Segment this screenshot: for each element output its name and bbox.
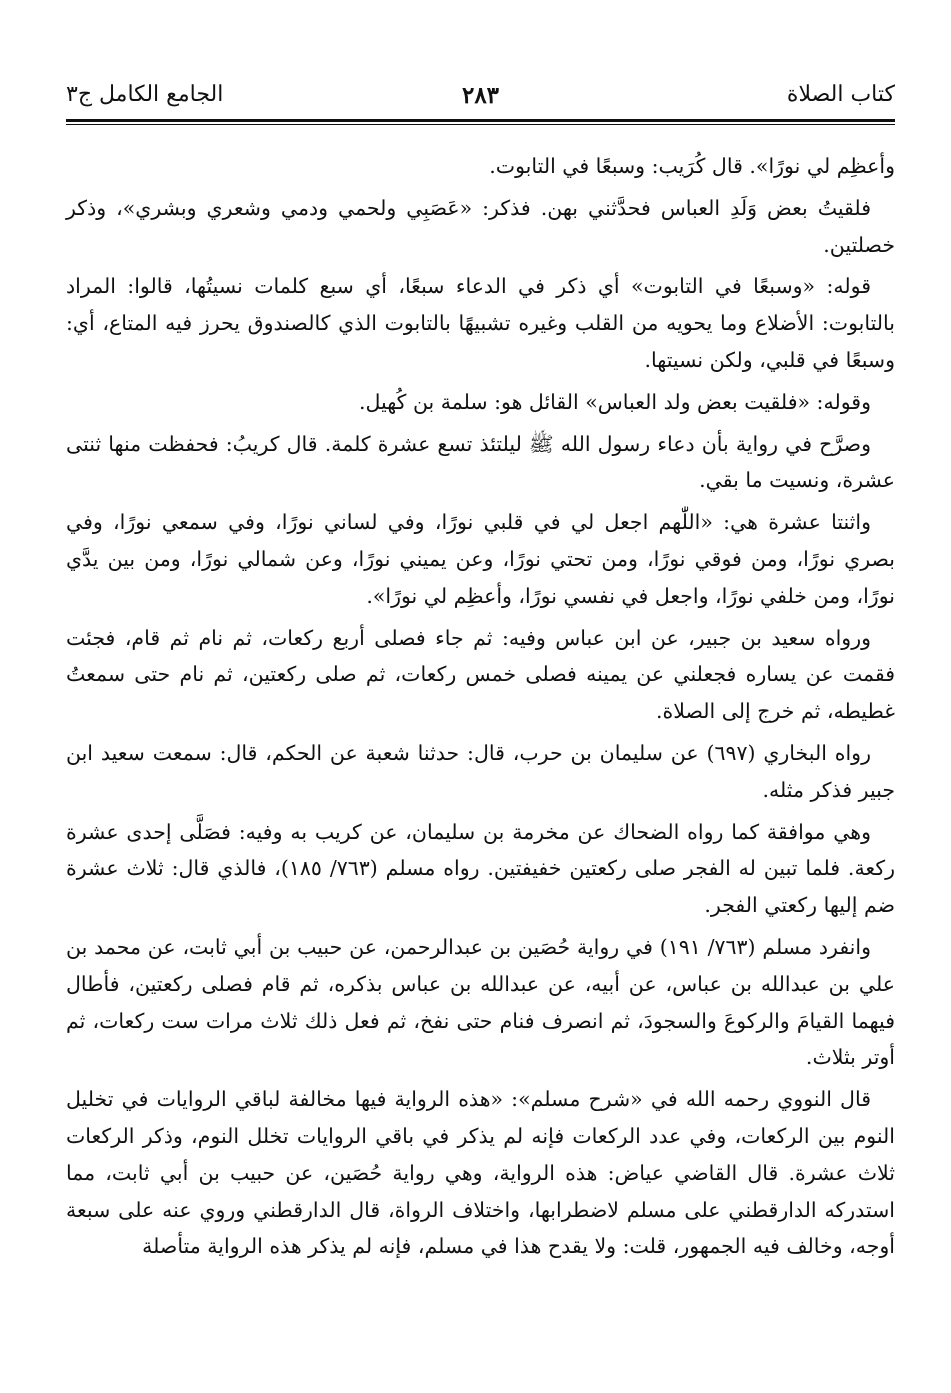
paragraph: وصرَّح في رواية بأن دعاء رسول الله ﷺ ليلتئذ تسع عشرة كلمة. قال كريبُ: فحفظت منها ثنتى عشرة، ونسيت ما بقي. — [66, 431, 895, 493]
chapter-title: كتاب الصلاة — [786, 82, 895, 107]
book-title: الجامع الكامل ج٣ — [66, 82, 224, 107]
page-body — [66, 148, 895, 1270]
paragraph: واثنتا عشرة هي: «اللّٰهم اجعل لي في قلبي نورًا، وفي لساني نورًا، وفي سمعي نورًا، وفي بصري نورًا، ومن فوقي نورًا، ومن تحتي نورًا، وعن يميني نورًا، وعن شمالي نورًا، ومن بين يدَّي نورًا، ومن خلفي نورًا، واجعل في نفسي نورًا، وأعظِم لي نورًا». — [66, 510, 895, 608]
paragraph: ورواه سعيد بن جبير، عن ابن عباس وفيه: ثم جاء فصلى أربع ركعات، ثم نام ثم قام، فجئت فقمت عن يساره فجعلني عن يمينه فصلى خمس ركعات، ثم صلى ركعتين، ثم نام حتى سمعتُ غطيطه، ثم خرج إلى الصلاة. — [66, 625, 895, 724]
page-number: ٢٨٣ — [461, 82, 500, 109]
paragraph: وقوله: «فلقيت بعض ولد العباس» القائل هو: سلمة بن كُهيل. — [359, 389, 871, 414]
paragraph: وأعظِم لي نورًا». قال كُرَيب: وسبعًا في التابوت. — [489, 154, 895, 178]
paragraph: رواه البخاري (٦٩٧) عن سليمان بن حرب، قال: حدثنا شعبة عن الحكم، قال: سمعت سعيد ابن جبير فذكر مثله. — [66, 740, 895, 802]
page-header — [66, 78, 895, 118]
paragraph: قال النووي رحمه الله في «شرح مسلم»: «هذه الرواية فيها مخالفة لباقي الروايات في تخليل النوم بين الركعات، وفي عدد الركعات فإنه لم يذكر في باقي الروايات تخلل النوم، وذكر الركعات ثلاث عشرة. قال القاضي عياض: هذه الرواية، وهي رواية حُصَين، عن حبيب بن أبي ثابت، مما استدركه الدارقطني على مسلم لاضطرابها، واختلاف الرواة، قال الدارقطني وروي عنه على سبعة أوجه، وخالف فيه الجمهور، قلت: ولا يقدح هذا في مسلم، فإنه لم يذكر هذه الرواية متأصلة — [66, 1087, 895, 1259]
paragraph: وانفرد مسلم (٧٦٣/ ١٩١) في رواية حُصَين بن عبدالرحمن، عن حبيب بن أبي ثابت، عن محمد بن علي بن عبدالله بن عباس، عن أبيه، عن عبدالله بن عباس بذكره، ثم قام فصلى ركعتين، فأطال فيهما القيامَ والركوعَ والسجودَ، ثم انصرف فنام حتى نفخ، ثم فعل ذلك ثلاث مرات ست ركعات، ثم أوتر بثلاث. — [66, 934, 895, 1070]
paragraph: وهي موافقة كما رواه الضحاك عن مخرمة بن سليمان، عن كريب به وفيه: فصَلَّى إحدى عشرة ركعة. فلما تبين له الفجر صلى ركعتين خفيفتين. رواه مسلم (٧٦٣/ ١٨٥)، فالذي قال: ثلاث عشرة ضم إليها ركعتي الفجر. — [66, 819, 895, 918]
paragraph: فلقيتُ بعض وَلَدِ العباس فحدَّثني بهن. فذكر: «عَصَبِي ولحمي ودمي وشعري وبشري»، وذكر خصلتين. — [66, 195, 895, 257]
paragraph: قوله: «وسبعًا في التابوت» أي ذكر في الدعاء سبعًا، أي سبع كلمات نسيتُها، قالوا: المراد بالتابوت: الأضلاع وما يحويه من القلب وغيره تشبيهًا بالتابوت الذي كالصندوق يحرز فيه المتاع، أي: وسبعًا في قلبي، ولكن نسيتها. — [66, 274, 895, 372]
header-rule — [66, 119, 895, 125]
